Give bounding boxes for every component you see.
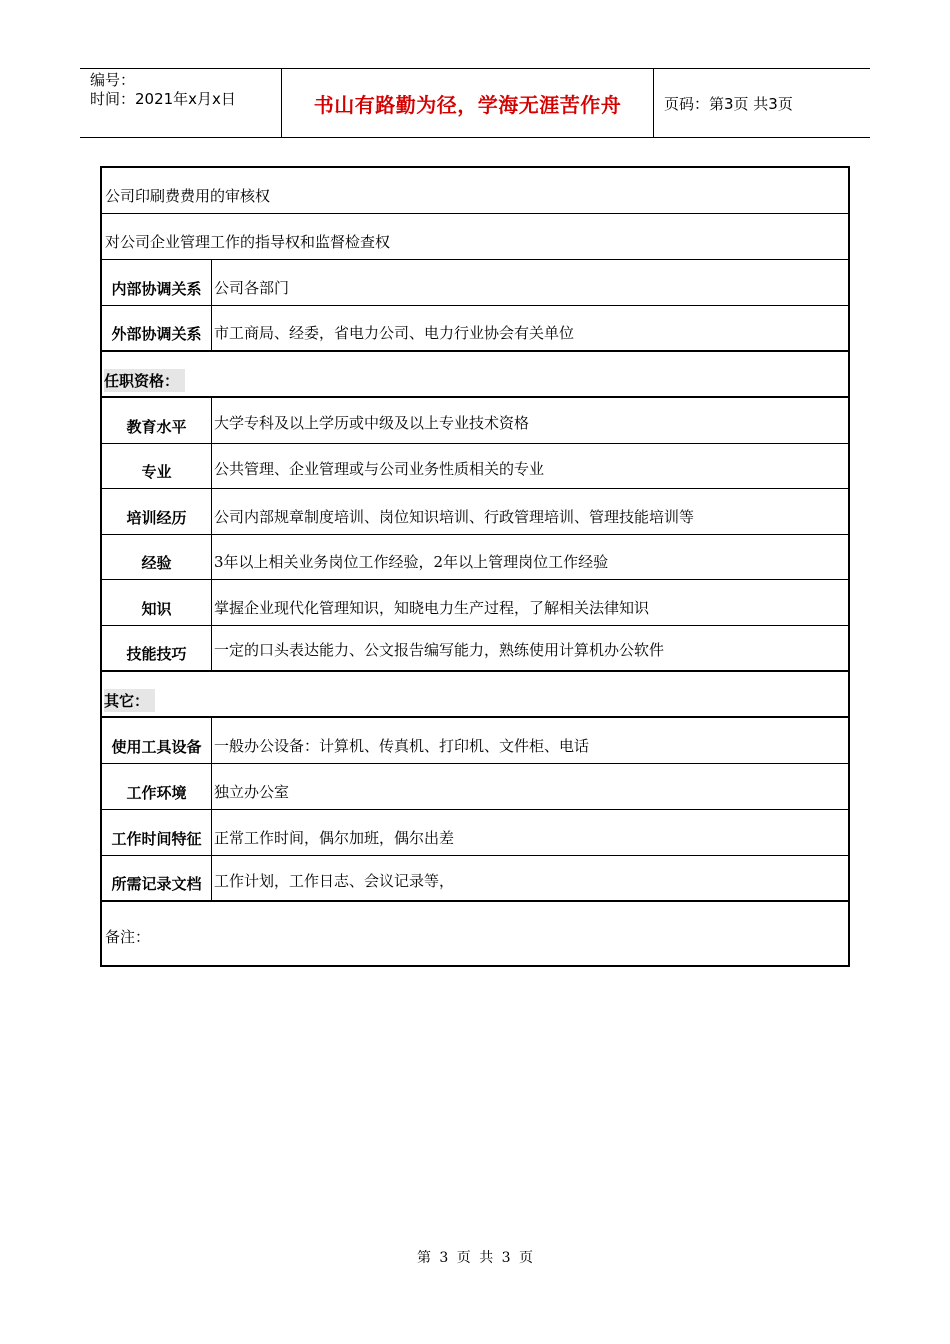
page-footer: 第 3 页 共 3 页 (416, 1250, 534, 1266)
education-label: 教育水平 (102, 398, 212, 443)
environment-value: 独立办公室 (214, 783, 290, 801)
table-row (102, 306, 848, 352)
work-time-value: 正常工作时间，偶尔加班，偶尔出差 (214, 829, 455, 847)
header-motto: 书山有路勤为径，学海无涯苦作舟 (282, 69, 654, 137)
authority-management-guidance: 对公司企业管理工作的指导权和监督检查权 (105, 233, 391, 251)
table-row (102, 856, 848, 902)
training-label: 培训经历 (102, 489, 212, 534)
external-coordination-label: 外部协调关系 (102, 306, 212, 350)
remarks-label: 备注： (105, 928, 151, 946)
experience-label: 经验 (102, 535, 212, 579)
work-time-label: 工作时间特征 (102, 810, 212, 855)
table-row (102, 718, 848, 764)
table-row (102, 168, 848, 214)
table-row (102, 810, 848, 856)
header-page-number: 页码：第3页 共3页 (664, 94, 793, 113)
section-header-row (102, 352, 848, 398)
table-row (102, 214, 848, 260)
table-row (102, 764, 848, 810)
tools-value: 一般办公设备：计算机、传真机、打印机、文件柜、电话 (214, 737, 590, 755)
table-row (102, 444, 848, 489)
remarks-row (102, 902, 848, 965)
knowledge-value: 掌握企业现代化管理知识，知晓电力生产过程，了解相关法律知识 (214, 599, 650, 617)
education-value: 大学专科及以上学历或中级及以上专业技术资格 (214, 414, 530, 432)
table-row (102, 626, 848, 672)
authority-printing-cost: 公司印刷费费用的审核权 (105, 187, 271, 205)
major-value: 公共管理、企业管理或与公司业务性质相关的专业 (214, 460, 545, 478)
skills-label: 技能技巧 (102, 626, 212, 670)
qualifications-section-title: 任职资格： (104, 369, 185, 392)
other-section-title: 其它： (104, 689, 155, 712)
tools-label: 使用工具设备 (102, 718, 212, 763)
document-number: 编号： (90, 71, 136, 89)
knowledge-label: 知识 (102, 580, 212, 625)
table-row (102, 580, 848, 626)
job-description-table (100, 166, 850, 967)
table-row (102, 398, 848, 444)
header-meta (80, 69, 282, 137)
document-date: 时间：2021年x月x日 (90, 90, 236, 108)
external-coordination-value: 市工商局、经委，省电力公司、电力行业协会有关单位 (214, 324, 575, 342)
documents-value: 工作计划，工作日志、会议记录等， (214, 872, 455, 890)
table-row (102, 489, 848, 535)
internal-coordination-value: 公司各部门 (214, 279, 290, 297)
section-header-row (102, 672, 848, 718)
documents-label: 所需记录文档 (102, 856, 212, 900)
training-value: 公司内部规章制度培训、岗位知识培训、行政管理培训、管理技能培训等 (214, 508, 695, 526)
experience-value: 3年以上相关业务岗位工作经验，2年以上管理岗位工作经验 (214, 553, 609, 571)
internal-coordination-label: 内部协调关系 (102, 260, 212, 305)
major-label: 专业 (102, 444, 212, 488)
table-row (102, 535, 848, 580)
table-row (102, 260, 848, 306)
skills-value: 一定的口头表达能力、公文报告编写能力，熟练使用计算机办公软件 (214, 641, 665, 659)
environment-label: 工作环境 (102, 764, 212, 809)
page-header (80, 68, 870, 138)
